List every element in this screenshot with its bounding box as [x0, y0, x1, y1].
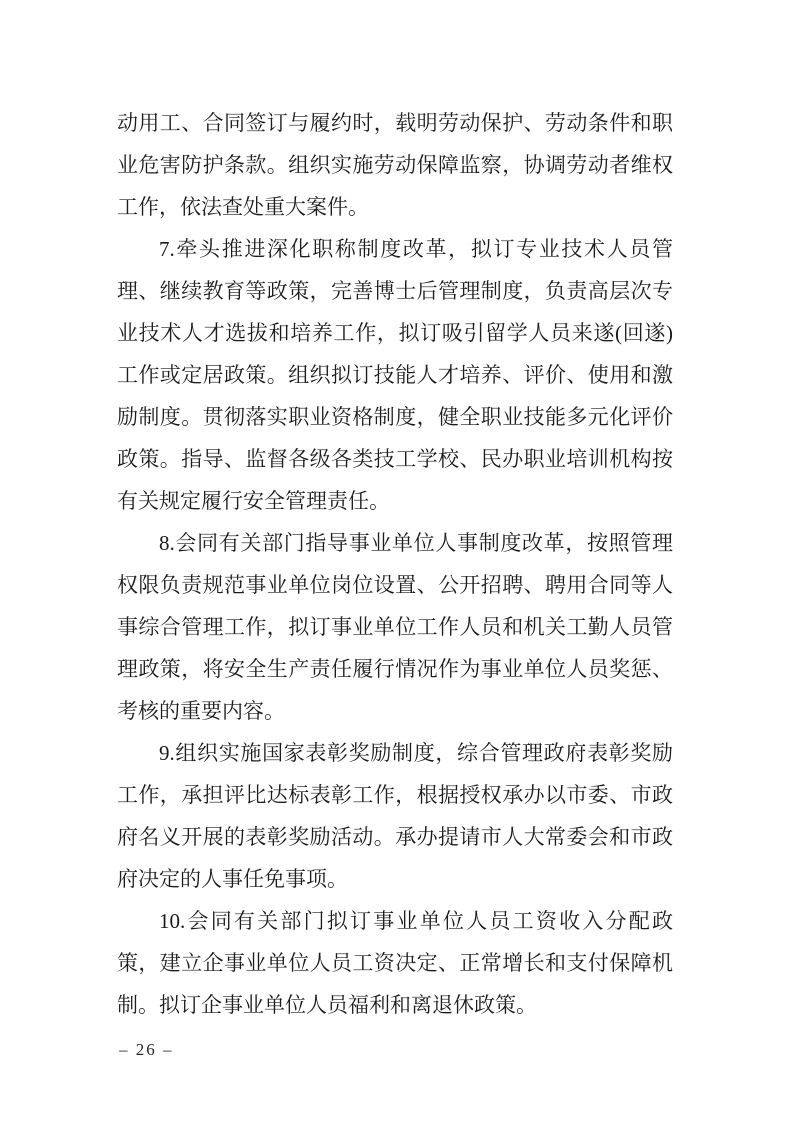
text-line: 政策。指导、监督各级各类技工学校、民办职业培训机构按: [117, 447, 673, 471]
text-line: 府决定的人事任免事项。: [117, 867, 348, 891]
text-line: 动用工、合同签订与履约时，载明劳动保护、劳动条件和职: [117, 111, 673, 135]
document-body: [117, 102, 673, 1026]
text-line: 7.牵头推进深化职称制度改革，拟订专业技术人员管: [159, 237, 673, 261]
text-line: 理、继续教育等政策，完善博士后管理制度，负责高层次专: [117, 279, 673, 303]
text-line: 工作，依法查处重大案件。: [117, 195, 369, 219]
text-line: 考核的重要内容。: [117, 699, 285, 723]
text-line: 制。拟订企事业单位人员福利和离退休政策。: [117, 993, 537, 1017]
text-line: 8.会同有关部门指导事业单位人事制度改革，按照管理: [159, 531, 673, 555]
page-footer: [119, 1038, 174, 1062]
text-line: 励制度。贯彻落实职业资格制度，健全职业技能多元化评价: [117, 405, 673, 429]
text-line: 理政策，将安全生产责任履行情况作为事业单位人员奖惩、: [117, 657, 673, 681]
text-line: 10.会同有关部门拟订事业单位人员工资收入分配政: [159, 909, 673, 933]
text-line: 9.组织实施国家表彰奖励制度，综合管理政府表彰奖励: [159, 741, 673, 765]
text-line: 府名义开展的表彰奖励活动。承办提请市人大常委会和市政: [117, 825, 673, 849]
text-line: 业危害防护条款。组织实施劳动保障监察，协调劳动者维权: [117, 153, 673, 177]
text-line: 工作，承担评比达标表彰工作，根据授权承办以市委、市政: [117, 783, 673, 807]
text-line: 事综合管理工作，拟订事业单位工作人员和机关工勤人员管: [117, 615, 673, 639]
text-line: 权限负责规范事业单位岗位设置、公开招聘、聘用合同等人: [117, 573, 673, 597]
text-line: 工作或定居政策。组织拟订技能人才培养、评价、使用和激: [117, 363, 673, 387]
text-line: 策，建立企事业单位人员工资决定、正常增长和支付保障机: [117, 951, 673, 975]
text-line: 业技术人才选拔和培养工作，拟订吸引留学人员来遂(回遂): [117, 321, 673, 345]
text-line: 有关规定履行安全管理责任。: [117, 489, 390, 513]
page-number: – 26 –: [119, 1040, 174, 1059]
